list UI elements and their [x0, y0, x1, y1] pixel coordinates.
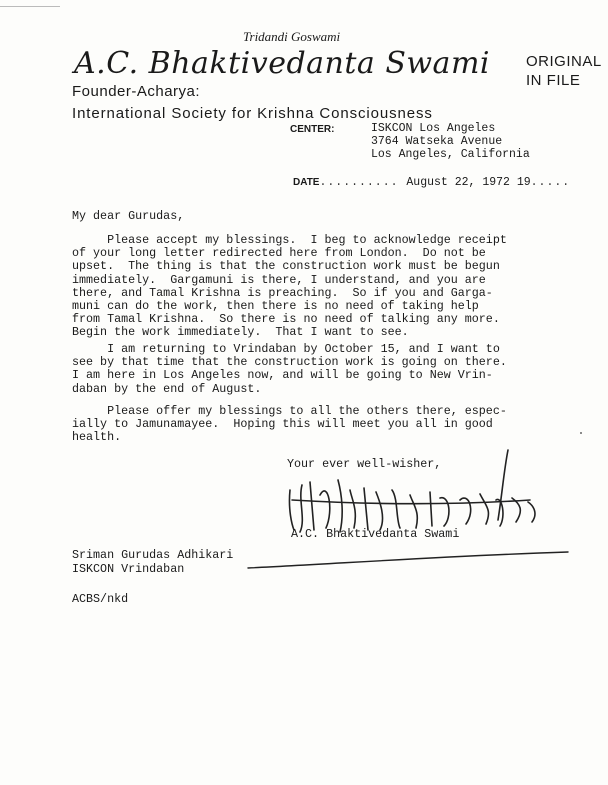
- original-in-file-stamp: [526, 52, 602, 90]
- center-line-1: ISKCON Los Angeles: [371, 122, 496, 135]
- founder-line: Founder-Acharya:: [72, 83, 201, 100]
- paragraph-3: Please offer my blessings to all the others there, espec- ially to Jamunamayee. Hoping this will meet you all in good health.: [72, 404, 507, 445]
- handwritten-signature: [280, 440, 550, 540]
- date-row: DATE.......... August 22, 1972 19.....: [293, 176, 571, 189]
- society-name: International Society for Krishna Consciousness: [72, 105, 433, 122]
- date-suffix: 19: [516, 176, 531, 189]
- recipient-line-2: ISKCON Vrindaban: [72, 561, 185, 576]
- signature-underline-stroke: [243, 540, 573, 570]
- date-label: DATE: [293, 177, 320, 188]
- recipient-line-1: Sriman Gurudas Adhikari: [72, 548, 234, 562]
- salutation: My dear Gurudas,: [72, 209, 185, 223]
- date-value: August 22, 1972: [406, 176, 510, 189]
- stamp-line-2: IN FILE: [526, 72, 581, 89]
- center-line-3: Los Angeles, California: [371, 148, 530, 161]
- paper-speck: [580, 432, 582, 434]
- stamp-line-1: ORIGINAL: [526, 53, 602, 70]
- paragraph-2: I am returning to Vrindaban by October 15, and I want to see by that time that the construction work is going on there. I am here in Los Angeles now, and will be going to New Vrin- daban by the end of August.: [72, 342, 507, 396]
- center-label: CENTER:: [290, 124, 335, 135]
- typed-signature: A.C. Bhaktivedanta Swami: [291, 527, 460, 541]
- reference-initials: ACBS/nkd: [72, 592, 129, 606]
- center-address: [371, 122, 530, 161]
- recipient-address: [72, 549, 233, 576]
- top-edge-line: [0, 6, 60, 7]
- center-line-2: 3764 Watseka Avenue: [371, 135, 503, 148]
- closing: Your ever well-wisher,: [287, 457, 442, 471]
- letterhead-name: A.C. Bhaktivedanta Swami: [74, 46, 490, 81]
- letterhead-title: Tridandi Goswami: [243, 29, 341, 44]
- paragraph-1: Please accept my blessings. I beg to acknowledge receipt of your long letter redirected here from London. Do not be upset. The thing is that the construction work must be begun immediately. Gargamuni is there, I understand, and you are there, and Tamal Krishna is preaching. So if you and Garga- muni can do the work, then there is no need of taking help from Tamal Krishna. So there is no need of talking any more. Begin the work immediately. That I want to see.: [72, 233, 507, 340]
